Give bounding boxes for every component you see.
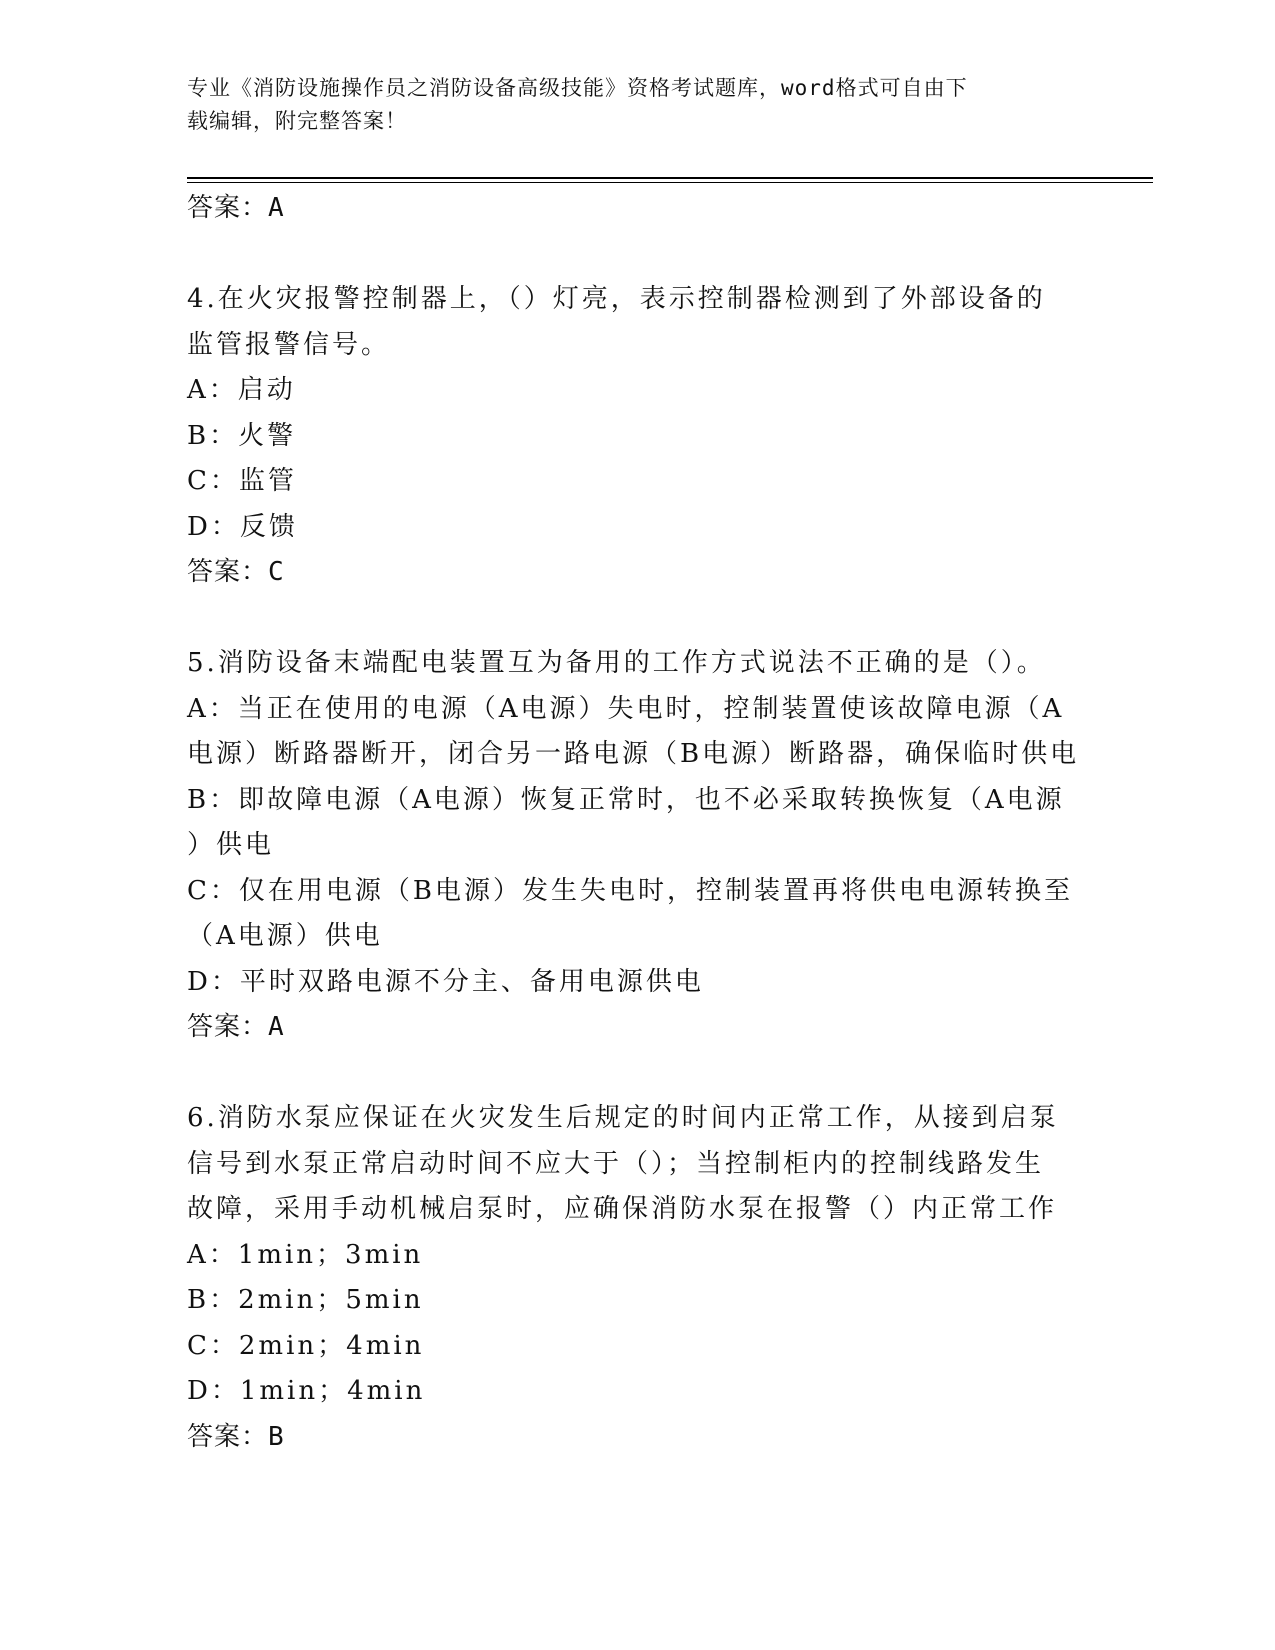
option-a-continued: 电源）断路器断开，闭合另一路电源（B电源）断路器，确保临时供电 [187,739,1080,769]
header-divider-thick [187,177,1153,179]
question-text-line: 信号到水泵正常启动时间不应大于（）；当控制柜内的控制线路发生 [187,1148,1045,1179]
header-line-1: 专业《消防设施操作员之消防设备高级技能》资格考试题库，word格式可自由下 [187,76,968,100]
option-d: D：1min；4min [187,1376,426,1406]
option-c-continued: （A电源）供电 [187,921,383,951]
question-list [187,186,1087,1460]
option-a: A：启动 [187,375,296,405]
question-text-line: 故障，采用手动机械启泵时，应确保消防水泵在报警（）内正常工作 [187,1194,1058,1224]
header-divider-thin [187,182,1153,183]
option-c: C：监管 [187,466,297,496]
option-c: C：2min；4min [187,1330,425,1361]
question-text-line: 4.在火灾报警控制器上，（）灯亮，表示控制器检测到了外部设备的 [187,284,1046,314]
question-text-line: 5.消防设备末端配电装置互为备用的工作方式说法不正确的是（）。 [187,648,1046,678]
answer: 答案：A [187,1012,285,1042]
question-text-line: 监管报警信号。 [187,329,391,360]
question-text-line: 6.消防水泵应保证在火灾发生后规定的时间内正常工作，从接到启泵 [187,1103,1059,1133]
spacer [187,596,1087,642]
header-line-2: 载编辑，附完整答案！ [187,109,407,133]
previous-answer: 答案：A [187,193,285,223]
document-header [187,72,1067,138]
spacer [187,232,1087,278]
answer: 答案：B [187,1421,285,1452]
option-a: A：1min；3min [187,1239,424,1270]
option-b: B：2min；5min [187,1285,424,1315]
question-4 [187,277,1087,596]
option-a: A：当正在使用的电源（A电源）失电时，控制装置使该故障电源（A [187,693,1065,724]
option-b: B：即故障电源（A电源）恢复正常时，也不必采取转换恢复（A电源 [187,784,1065,815]
option-c: C：仅在用电源（B电源）发生失电时，控制装置再将供电电源转换至 [187,875,1074,906]
option-b: B：火警 [187,420,297,451]
option-d: D：平时双路电源不分主、备用电源供电 [187,966,704,997]
option-d: D：反馈 [187,511,298,542]
spacer [187,1051,1087,1097]
answer: 答案：C [187,557,285,587]
option-b-continued: ）供电 [187,830,275,860]
question-5 [187,641,1087,1051]
question-6 [187,1096,1087,1460]
